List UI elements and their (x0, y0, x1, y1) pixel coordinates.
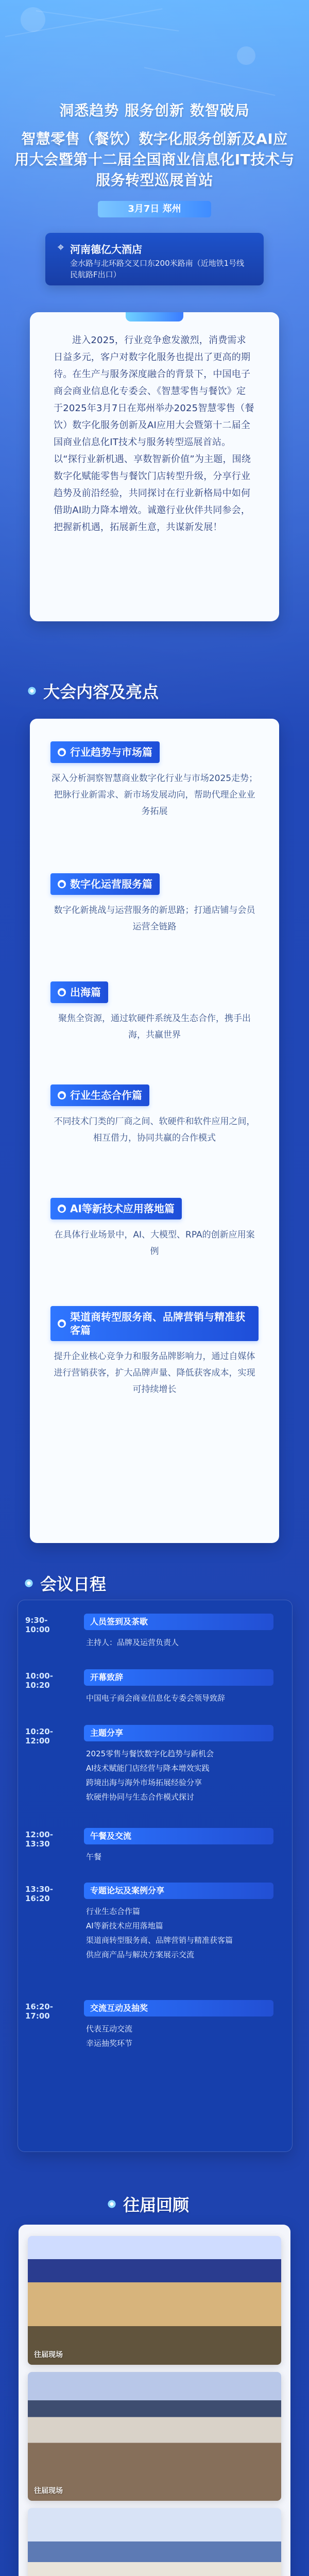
agenda-lines-2 (86, 1691, 269, 1705)
past-title: 往届回顾 (123, 2195, 190, 2215)
agenda-line-1-1: 主持人：品牌及运营负责人 (86, 1638, 179, 1647)
highlight-title-text-2: 数字化运营服务篇 (70, 878, 152, 890)
location-pin-icon: ⌖ (57, 241, 64, 254)
agenda-line-4-1: 午餐 (86, 1852, 102, 1861)
past-header (106, 2192, 189, 2216)
photo-label-1: 往届现场 (34, 2351, 63, 2359)
agenda-lines-4 (86, 1850, 269, 1864)
highlight-desc-4: 不同技术门类的厂商之间、软硬件和软件应用之间，相互借力，协同共赢的合作模式 (54, 1116, 255, 1143)
agenda-line-3-3: 跨境出海与海外市场拓展经验分享 (86, 1778, 202, 1787)
highlight-title-3 (50, 981, 108, 1003)
agenda-lines-5 (86, 1904, 269, 1962)
past-photo-2 (28, 2372, 281, 2501)
highlight-desc-5: 在具体行业场景中，AI、大模型、RPA的创新应用案例 (54, 1230, 255, 1257)
agenda-title: 会议日程 (40, 1574, 107, 1594)
bullet-icon: ● (58, 1205, 66, 1213)
highlights-header (26, 679, 159, 703)
highlight-desc-3: 聚焦全资源，通过软硬件系统及生态合作，携手出海，共赢世界 (58, 1013, 251, 1040)
highlight-item-6 (50, 1306, 259, 1398)
highlight-title-2 (50, 873, 160, 895)
intro-badge (126, 312, 183, 321)
agenda-pill-1: 人员签到及茶歇 (84, 1614, 273, 1630)
highlight-desc-6: 提升企业核心竞争力和服务品牌影响力，通过自媒体进行营销获客，扩大品牌声量、降低获客成本，实现可持续增长 (54, 1351, 255, 1395)
highlight-title-text-5: AI等新技术应用落地篇 (70, 1202, 175, 1215)
photo-label-2: 往届现场 (34, 2487, 63, 2495)
agenda-line-5-4: 供应商产品与解决方案展示交流 (86, 1950, 195, 1959)
highlight-title-text-6: 渠道商转型服务商、品牌营销与精准获客篇 (70, 1311, 245, 1336)
agenda-time-1: 9:30-10:00 (25, 1616, 50, 1634)
highlight-title-5 (50, 1198, 182, 1219)
decor-dot-1 (21, 7, 45, 32)
agenda-pill-4: 午餐及交流 (84, 1828, 273, 1844)
venue-name: 河南德亿大酒店 (70, 243, 142, 256)
intro-text: 进入2025，行业竞争愈发激烈，消费需求日益多元，客户对数字化服务也提出了更高的期待。在生产与服务深度融合的背景下，中国电子商会商业信息化专委会、《智慧零售与餐饮》定于2025年3月7日在郑州举办2025智慧零售（餐饮）数字化服务创新及AI应用大会暨第十二届全国商业信息化IT技术与服务转型巡展首站。以“探行业新机遇、享数智新价值”为主题，围绕数字化赋能零售与餐饮门店转型升级，分享行业趋势及前沿经验，共同探讨在行业新格局中如何借助AI助力降本增效。诚邀行业伙伴共同参会，把握新机遇，拓展新生意，共谋新发展！ (54, 335, 254, 533)
highlight-title-text-1: 行业趋势与市场篇 (70, 746, 152, 758)
venue-address: 金水路与北环路交叉口东200米路南（近地铁1号线民航路F出口） (70, 259, 245, 279)
bullet-icon: ● (58, 1319, 66, 1328)
highlights-title: 大会内容及亮点 (43, 682, 159, 702)
highlight-title-text-3: 出海篇 (70, 986, 101, 998)
highlight-item-3 (50, 981, 259, 1043)
agenda-lines-3 (86, 1747, 269, 1804)
agenda-line-5-2: AI等新技术应用落地篇 (86, 1921, 163, 1930)
sparkle-icon (26, 685, 38, 697)
highlight-desc-2: 数字化新挑战与运营服务的新思路；打通店铺与会员运营全链路 (54, 905, 255, 932)
highlight-item-5 (50, 1198, 259, 1260)
event-date: 3月7日 郑州 (98, 201, 211, 217)
agenda-lines-1 (86, 1635, 269, 1650)
agenda-lines-6 (86, 2022, 269, 2050)
venue-card (45, 233, 264, 285)
agenda-time-3: 10:20-12:00 (25, 1727, 53, 1745)
agenda-card (18, 1600, 293, 2152)
sparkle-icon (106, 2198, 118, 2210)
brand-logo (251, 12, 295, 49)
highlight-title-1 (50, 741, 160, 763)
bullet-icon: ● (58, 1091, 66, 1099)
agenda-line-2-1: 中国电子商会商业信息化专委会领导致辞 (86, 1693, 226, 1703)
bullet-icon: ● (58, 988, 66, 996)
highlight-desc-1: 深入分析洞察智慧商业数字化行业与市场2025走势；把脉行业新需求、新市场发展动向，帮助代理企业业务拓展 (51, 773, 258, 817)
agenda-line-5-3: 渠道商转型服务商、品牌营销与精准获客篇 (86, 1936, 233, 1945)
event-slogan: 洞悉趋势 服务创新 数智破局 (59, 102, 250, 119)
agenda-pill-6: 交流互动及抽奖 (84, 2000, 273, 2016)
agenda-time-6: 16:20-17:00 (25, 2002, 53, 2021)
agenda-line-6-2: 幸运抽奖环节 (86, 2039, 133, 2048)
agenda-pill-3: 主题分享 (84, 1725, 273, 1741)
agenda-line-3-4: 软硬件协同与生态合作模式探讨 (86, 1792, 195, 1802)
agenda-line-3-1: 2025零售与餐饮数字化趋势与新机会 (86, 1749, 214, 1758)
highlight-title-6 (50, 1306, 259, 1341)
agenda-header (23, 1571, 106, 1595)
agenda-line-5-1: 行业生态合作篇 (86, 1907, 141, 1916)
past-photo-3 (28, 2508, 281, 2576)
agenda-line-6-1: 代表互动交流 (86, 2024, 133, 2033)
decor-line-3 (144, 67, 276, 96)
intro-card (30, 312, 279, 621)
past-gallery-card (19, 2225, 290, 2576)
highlight-item-2 (50, 873, 259, 935)
bullet-icon: ● (58, 880, 66, 888)
event-headline: 智慧零售（餐饮）数字化服务创新及AI应用大会暨第十二届全国商业信息化IT技术与服务转型巡展首站 (14, 130, 295, 189)
past-photo-1 (28, 2236, 281, 2365)
sparkle-icon (23, 1577, 35, 1589)
decor-line-1 (36, 10, 179, 31)
agenda-time-2: 10:00-10:20 (25, 1671, 53, 1690)
agenda-line-3-2: AI技术赋能门店经营与降本增效实践 (86, 1764, 210, 1773)
highlight-title-4 (50, 1084, 149, 1106)
agenda-pill-2: 开幕致辞 (84, 1669, 273, 1686)
bullet-icon: ● (58, 748, 66, 756)
agenda-time-4: 12:00-13:30 (25, 1830, 53, 1849)
agenda-time-5: 13:30-16:20 (25, 1885, 53, 1903)
highlight-item-1 (50, 741, 259, 820)
highlights-card (30, 719, 279, 1543)
highlight-title-text-4: 行业生态合作篇 (70, 1089, 142, 1101)
agenda-pill-5: 专题论坛及案例分享 (84, 1883, 273, 1899)
highlight-item-4 (50, 1084, 259, 1146)
